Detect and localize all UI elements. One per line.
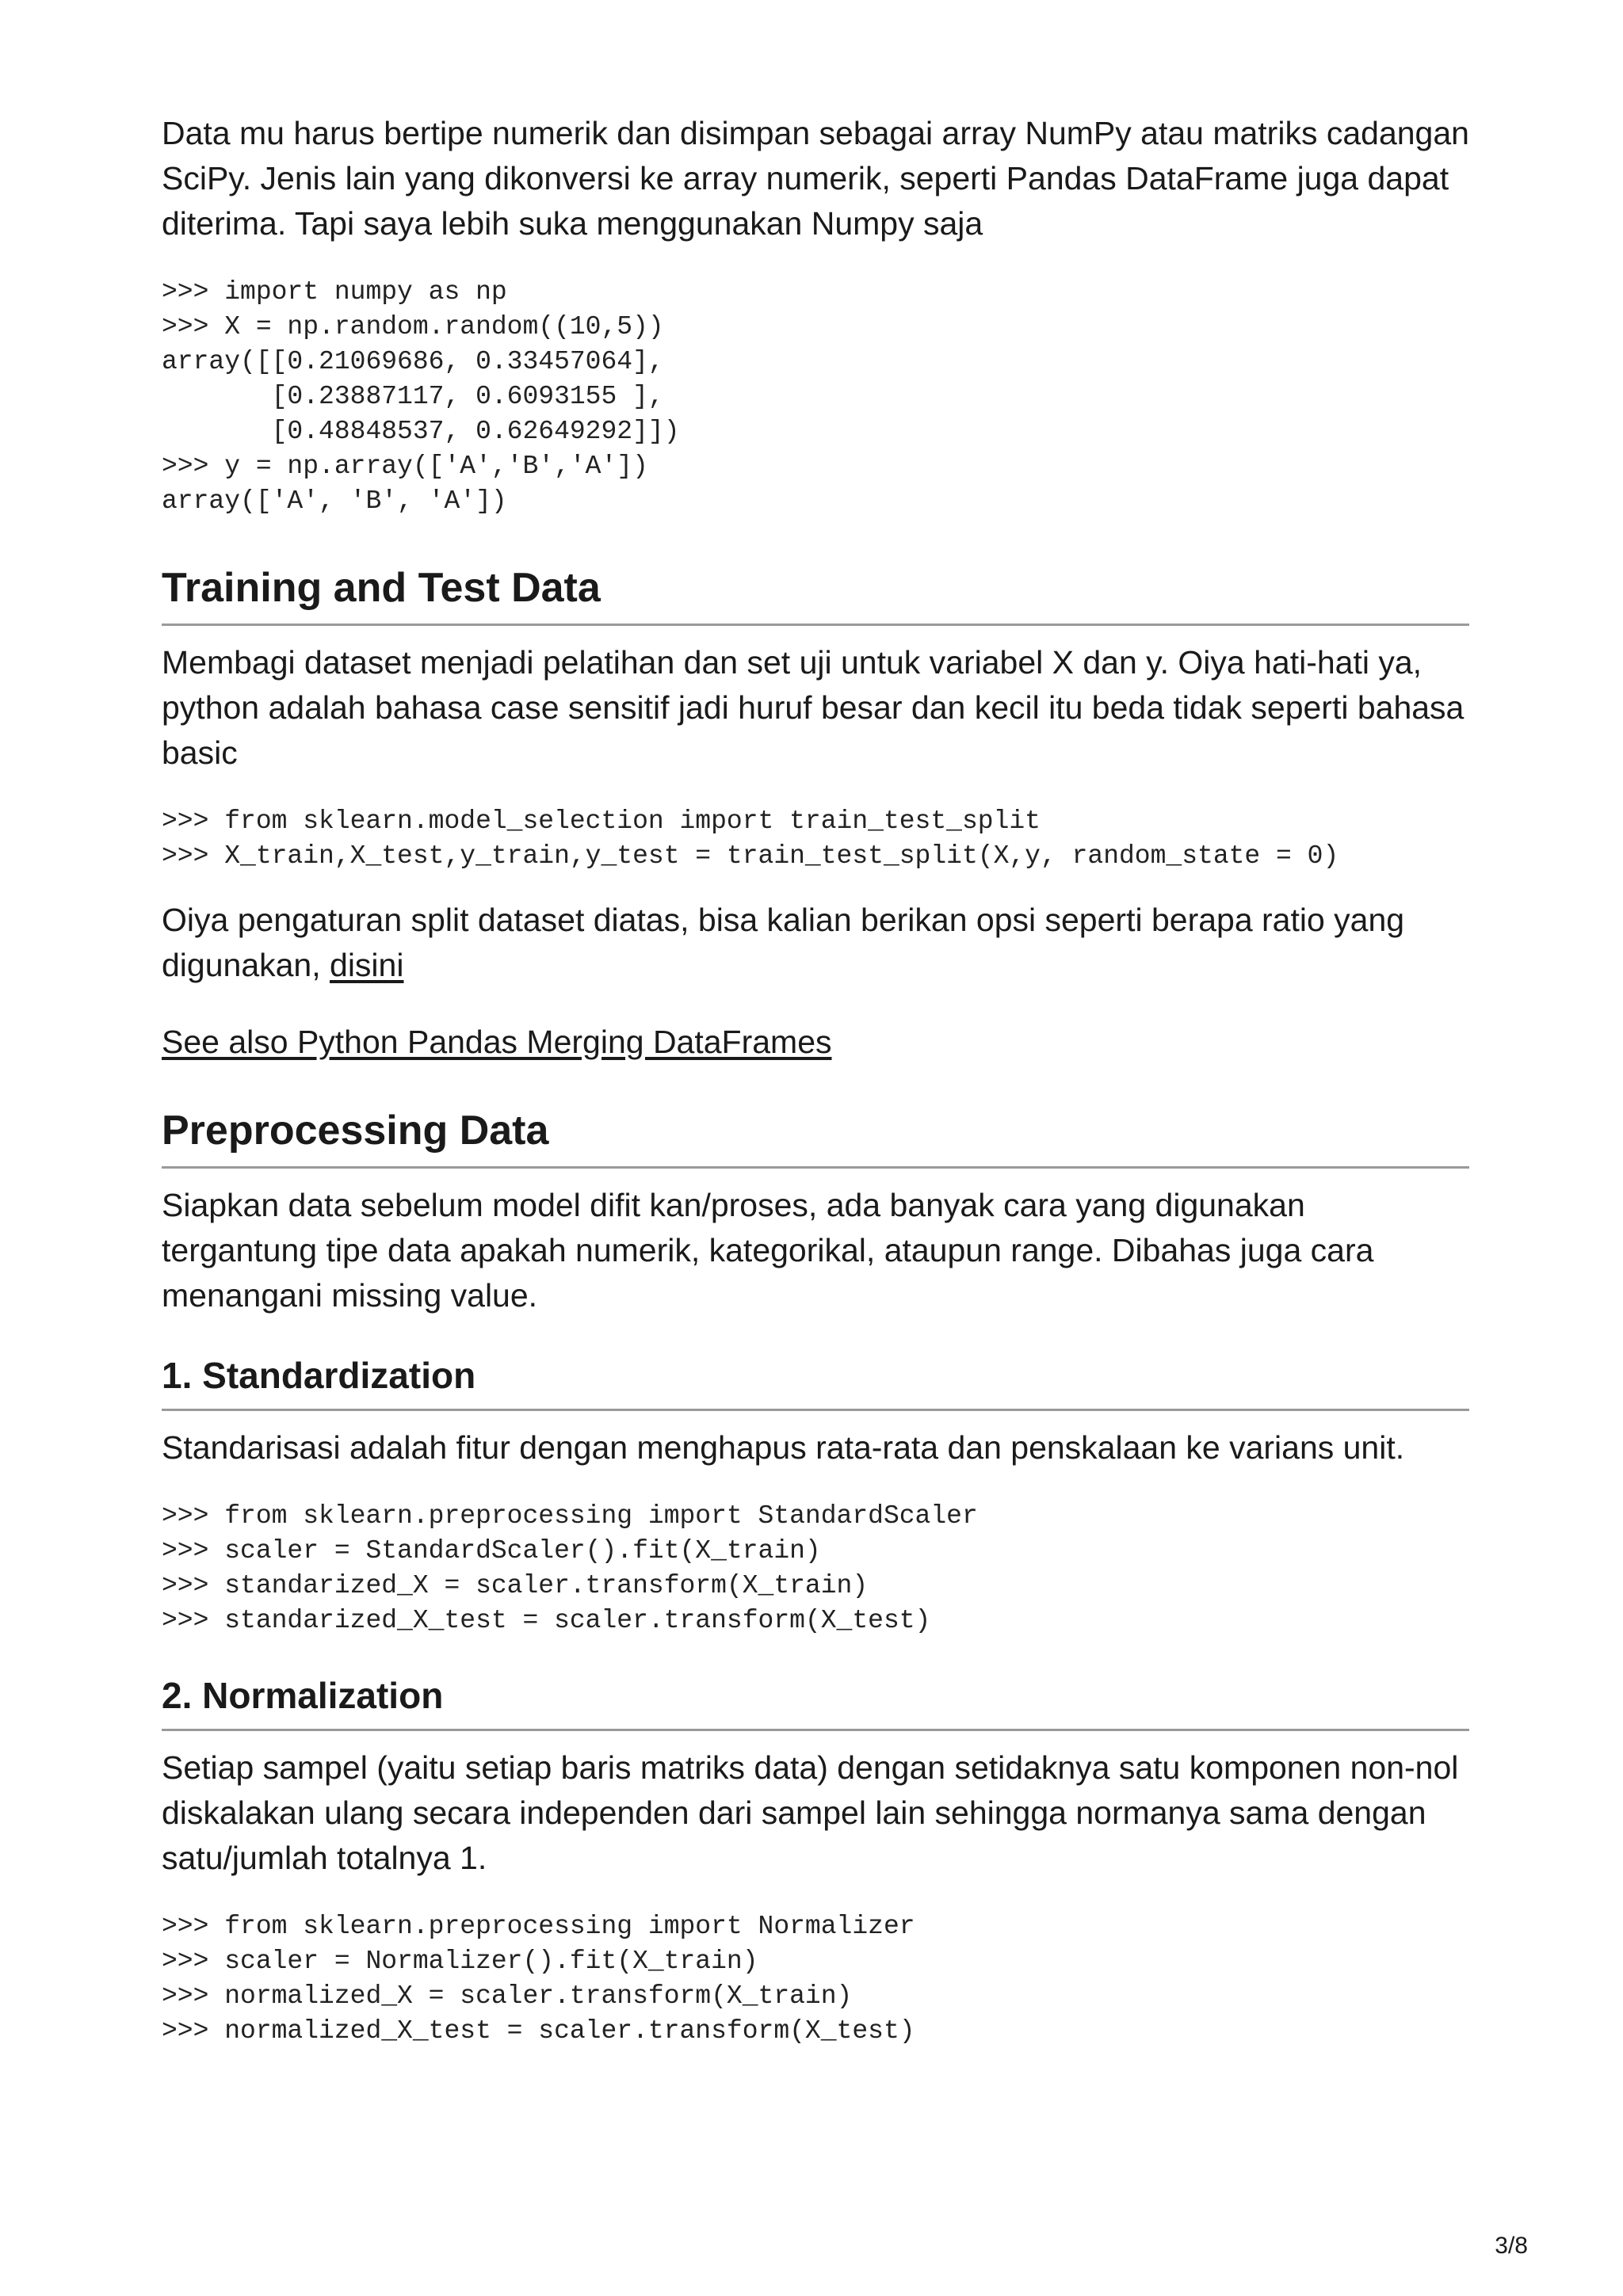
disini-link[interactable]: disini: [330, 947, 404, 983]
standardization-code-block: >>> from sklearn.preprocessing import StandardScaler >>> scaler = StandardScaler().fit(X_train) >>> standarized_X = scaler.transform(X_train) >>> standarized_X_test = scaler.transform(X_test): [162, 1501, 978, 1635]
preprocessing-paragraph: Siapkan data sebelum model difit kan/proses, ada banyak cara yang digunakan tergantung tipe data apakah numerik, kategorikal, ataupun range. Dibahas juga cara menangani missing value.: [162, 1187, 1374, 1314]
intro-paragraph: Data mu harus bertipe numerik dan disimpan sebagai array NumPy atau matriks cadangan SciPy. Jenis lain yang dikonversi ke array numerik, seperti Pandas DataFrame juga dapat diterima. Tapi saya lebih suka menggunakan Numpy saja: [162, 115, 1469, 242]
page-number: 3/8: [1495, 2233, 1528, 2259]
see-also-paragraph: [162, 1020, 1469, 1065]
split-note-paragraph: [162, 898, 1469, 988]
split-note-text: Oiya pengaturan split dataset diatas, bisa kalian berikan opsi seperti berapa ratio yang digunakan,: [162, 902, 1405, 983]
see-also-link[interactable]: See also Python Pandas Merging DataFrames: [162, 1024, 832, 1060]
training-paragraph: Membagi dataset menjadi pelatihan dan set uji untuk variabel X dan y. Oiya hati-hati ya, python adalah bahasa case sensitif jadi huruf besar dan kecil itu beda tidak seperti bahasa basic: [162, 644, 1465, 771]
standardization-heading: 1. Standardization: [162, 1352, 1469, 1411]
training-heading: Training and Test Data: [162, 562, 1469, 626]
intro-code-block: >>> import numpy as np >>> X = np.random.random((10,5)) array([[0.21069686, 0.33457064], [0.23887117, 0.6093155 ], [0.48848537, 0.62649292]]) >>> y = np.array(['A','B','A']) array(['A', 'B', 'A']): [162, 277, 680, 516]
normalization-heading: 2. Normalization: [162, 1672, 1469, 1731]
normalization-paragraph: Setiap sampel (yaitu setiap baris matriks data) dengan setidaknya satu komponen non-nol diskalakan ulang secara independen dari sampel lain sehingga normanya sama dengan satu/jumlah totalnya 1.: [162, 1749, 1459, 1876]
normalization-code-block: >>> from sklearn.preprocessing import Normalizer >>> scaler = Normalizer().fit(X_train) >>> normalized_X = scaler.transform(X_train) >>> normalized_X_test = scaler.transform(X_test): [162, 1912, 915, 2046]
training-code-block: >>> from sklearn.model_selection import train_test_split >>> X_train,X_test,y_train,y_test = train_test_split(X,y, random_state = 0): [162, 807, 1339, 871]
preprocessing-heading: Preprocessing Data: [162, 1104, 1469, 1169]
article-body: [162, 111, 1469, 2049]
standardization-paragraph: Standarisasi adalah fitur dengan menghapus rata-rata dan penskalaan ke varians unit.: [162, 1429, 1405, 1466]
